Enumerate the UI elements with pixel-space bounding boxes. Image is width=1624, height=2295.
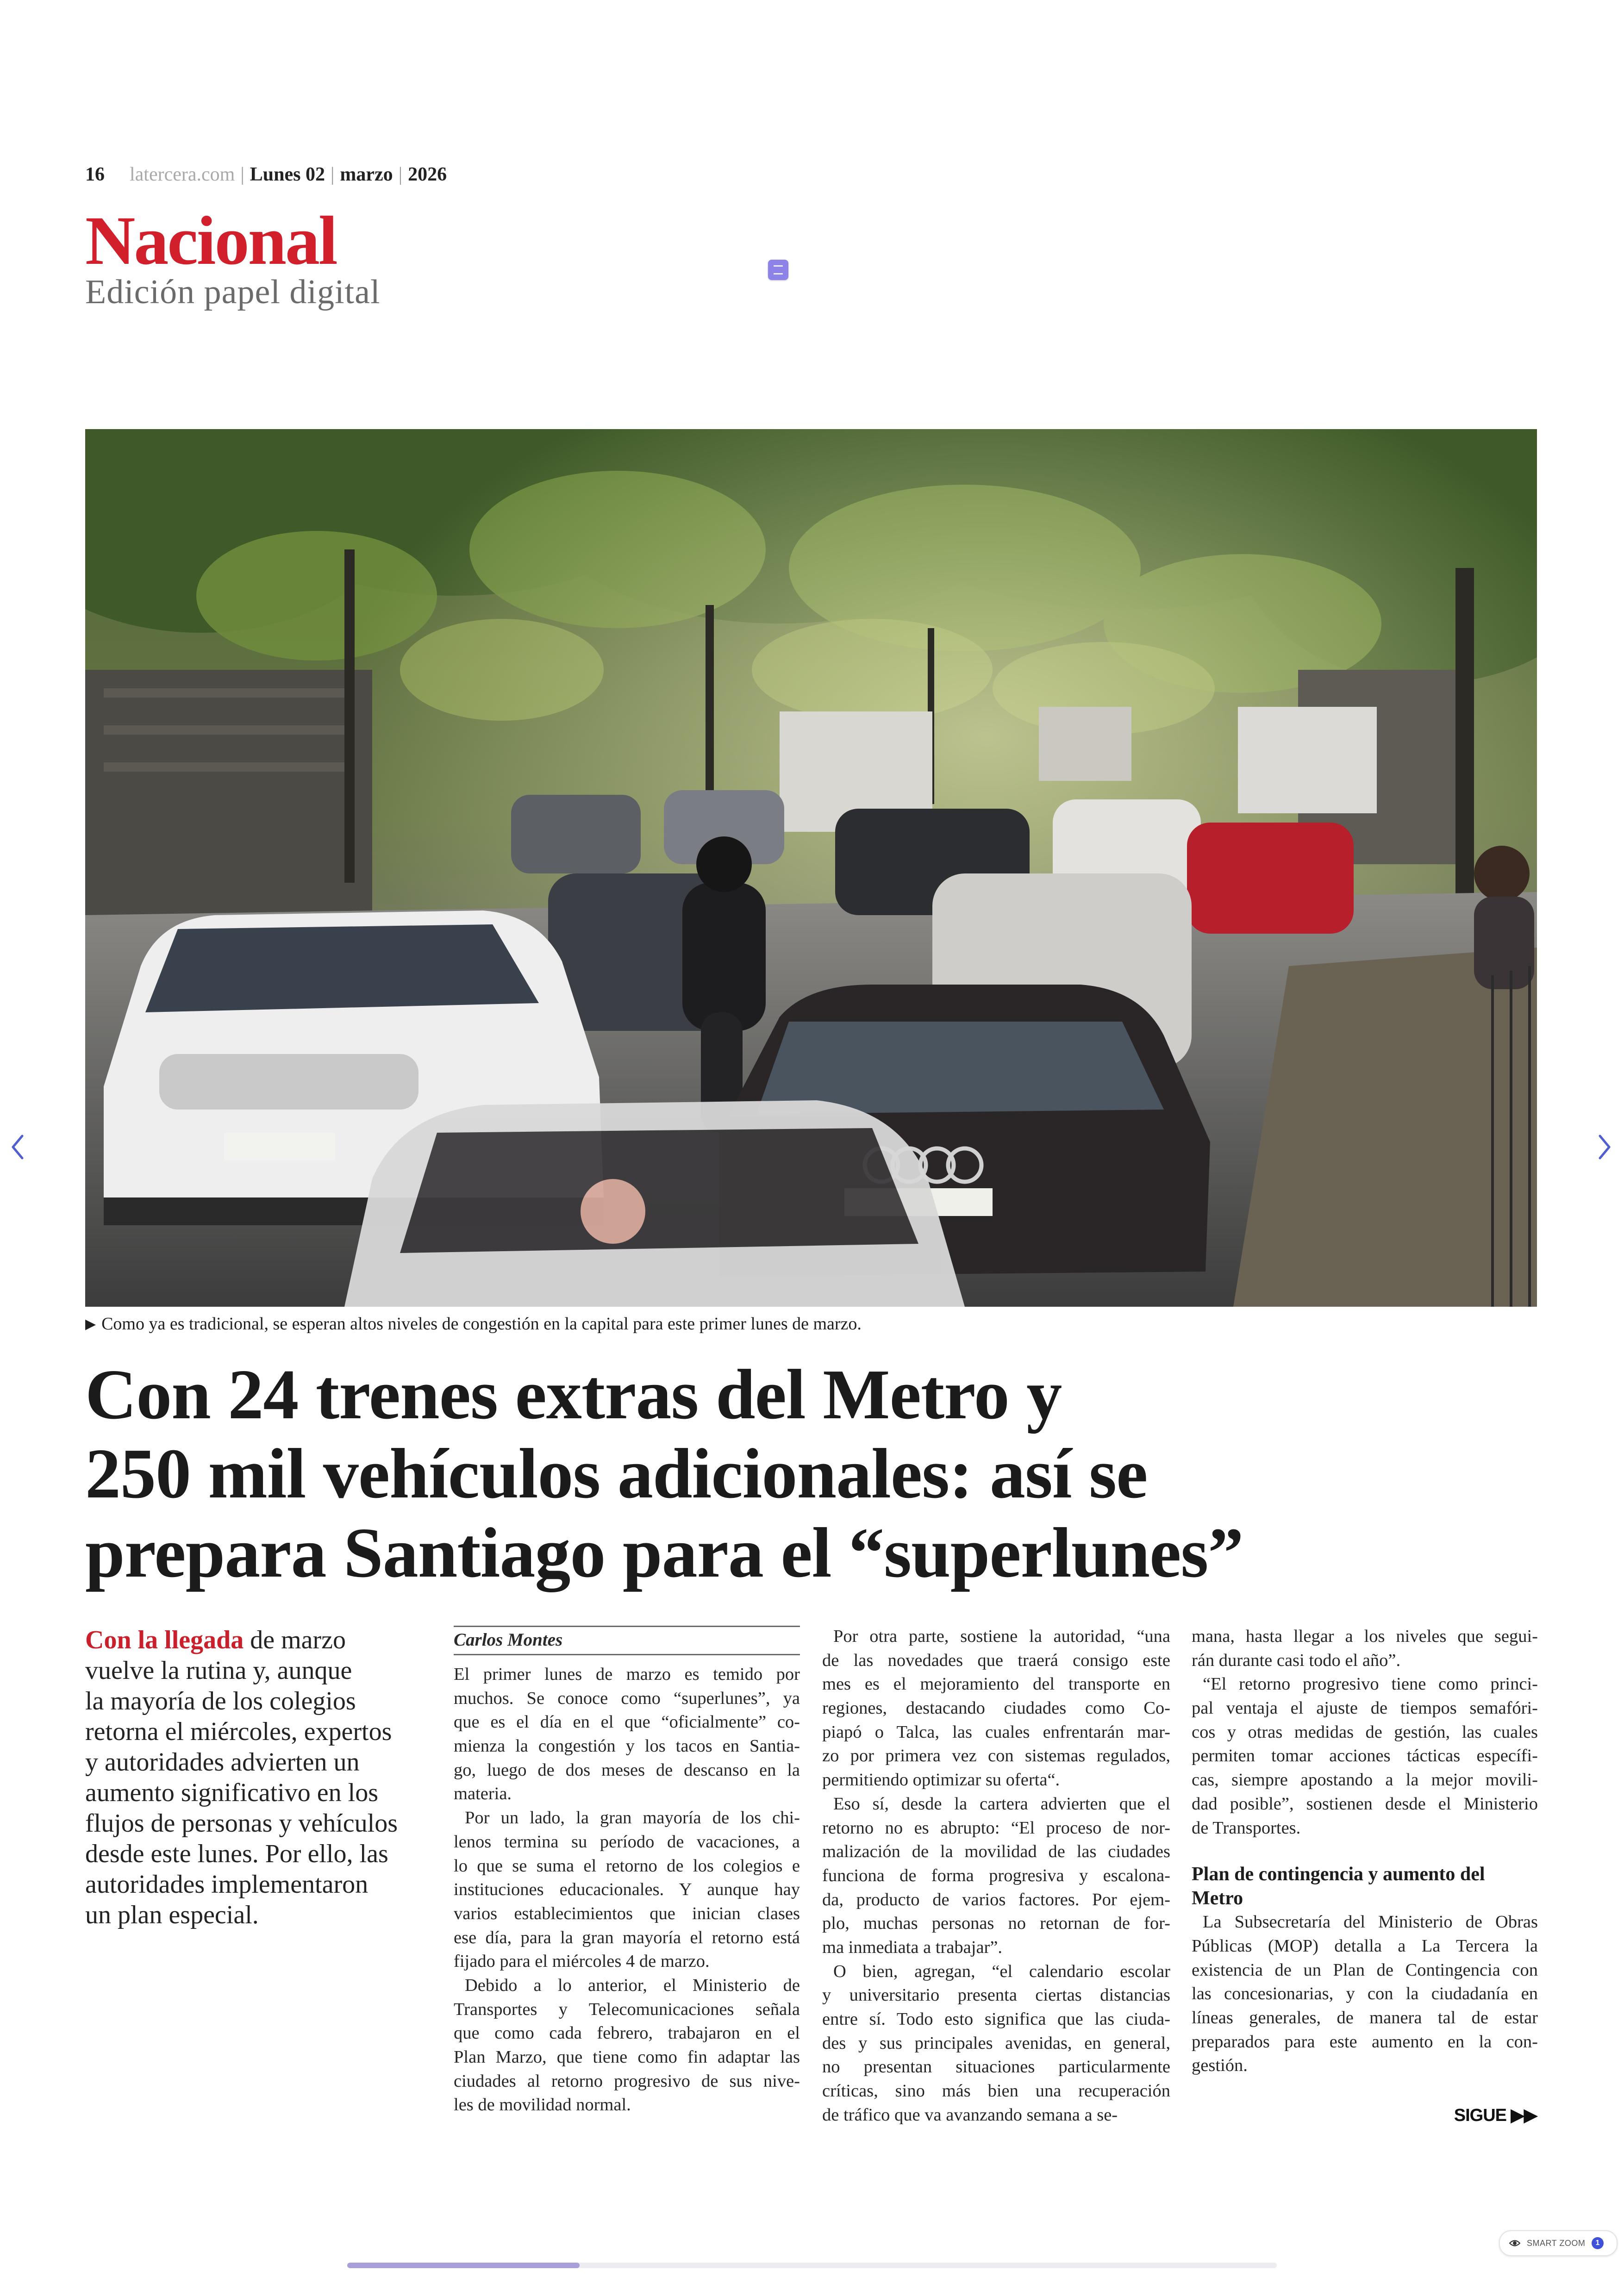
- text-line: líneas generales, de manera tal de estar: [1192, 2008, 1538, 2027]
- lead-column: [85, 1625, 432, 1930]
- folio-separator: |: [240, 164, 244, 185]
- text-line: regiones, destacando ciudades como Co-: [822, 1698, 1170, 1718]
- text-line: de Transportes.: [1192, 1818, 1301, 1838]
- subhead-line: Plan de contingencia y aumento del: [1192, 1864, 1485, 1885]
- text-line: lo que se suma el retorno de los colegios e: [454, 1856, 800, 1876]
- reading-progress-bar[interactable]: [347, 2263, 1277, 2268]
- text-line: El primer lunes de marzo es temido por: [454, 1665, 800, 1684]
- text-line: da, producto de varios factores. Por ejem-: [822, 1890, 1170, 1909]
- lead-line: flujos de personas y vehículos: [85, 1809, 398, 1838]
- folio-line: [85, 160, 641, 189]
- text-line: ciudades al retorno progresivo de sus nive-: [454, 2071, 800, 2091]
- text-line: O bien, agregan, “el calendario escolar: [833, 1961, 1170, 1981]
- lead-line: y autoridades advierten un: [85, 1748, 360, 1777]
- folio-day: Lunes 02: [250, 164, 325, 185]
- text-line: que como cada febrero, trabajaron en el: [454, 2023, 800, 2043]
- lead-line: retorna el miércoles, expertos: [85, 1717, 392, 1746]
- text-line: lenos termina su período de vacaciones, a: [454, 1832, 800, 1852]
- text-line: cos y otras medidas de gestión, las cuales: [1192, 1722, 1538, 1742]
- text-line: permiten tomar acciones tácticas específi-: [1192, 1746, 1538, 1766]
- smart-zoom-button[interactable]: [1499, 2230, 1618, 2256]
- text-line: plo, muchas personas no retornan de for-: [822, 1914, 1170, 1933]
- headline-line: 250 mil vehículos adicionales: así se: [85, 1434, 1148, 1513]
- text-line: cas, siempre apostando a la mejor movili-: [1192, 1770, 1538, 1790]
- section-title: Nacional: [85, 202, 337, 279]
- subhead: [1192, 1862, 1538, 1910]
- lead-line: autoridades implementaron: [85, 1870, 369, 1899]
- smart-zoom-badge: 1: [1592, 2237, 1604, 2249]
- text-line: existencia de un Plan de Contingencia con: [1192, 1960, 1538, 1980]
- lead-first-rest: de marzo: [244, 1626, 346, 1654]
- text-line: Transportes y Telecomunicaciones señala: [454, 1999, 800, 2019]
- body-column-2: [822, 1625, 1170, 2127]
- lead-line: [85, 1625, 432, 1655]
- progress-fill: [347, 2263, 580, 2268]
- caption-text: Como ya es tradicional, se esperan altos niveles de congestión en la capital para este primer lunes de marzo.: [101, 1314, 862, 1334]
- text-line: La Subsecretaría del Ministerio de Obras: [1203, 1912, 1538, 1932]
- eye-icon: [1509, 2238, 1520, 2248]
- text-line: go, luego de dos meses de descanso en la: [454, 1760, 800, 1780]
- text-line: permitiendo optimizar su oferta“.: [822, 1770, 1060, 1790]
- text-line: muchos. Se conoce como “superlunes”, ya: [454, 1688, 800, 1708]
- traffic-photo: [85, 429, 1537, 1307]
- column-text: [1192, 1910, 1538, 2078]
- section-subtitle: Edición papel digital: [85, 273, 381, 311]
- column-text: [454, 1663, 800, 2117]
- text-line: Por un lado, la gran mayoría de los chi-: [465, 1808, 800, 1828]
- headline-line: prepara Santiago para el “superlunes”: [85, 1514, 1243, 1592]
- photo-caption: [85, 1311, 1537, 1337]
- lead-line: vuelve la rutina y, aunque: [85, 1656, 352, 1685]
- text-line: varios establecimientos que inician clases: [454, 1903, 800, 1923]
- text-line: que es el día en el que “oficialmente” co-: [454, 1712, 800, 1732]
- lead-highlight: Con la llegada: [85, 1626, 244, 1654]
- lead-line: la mayoría de los colegios: [85, 1687, 356, 1715]
- text-line: des y sus principales avenidas, en general,: [822, 2033, 1170, 2053]
- headline-line: Con 24 trenes extras del Metro y: [85, 1355, 1062, 1434]
- text-line: fijado para el miércoles 4 de marzo.: [454, 1952, 710, 1971]
- text-line: ma inmediata a trabajar”.: [822, 1937, 1003, 1957]
- folio-month: marzo: [340, 164, 393, 185]
- body-column-1: [454, 1625, 800, 2117]
- text-line: “El retorno progresivo tiene como princi-: [1203, 1674, 1538, 1694]
- next-page-button[interactable]: [1593, 1129, 1616, 1166]
- smart-zoom-label: SMART ZOOM: [1527, 2239, 1586, 2248]
- text-line: rán durante casi todo el año”.: [1192, 1650, 1401, 1670]
- column-text: [1192, 1625, 1538, 1840]
- folio-separator: |: [330, 164, 335, 185]
- text-line: gestión.: [1192, 2056, 1248, 2076]
- text-line: mes es el mejoramiento del transporte en: [822, 1674, 1170, 1694]
- text-line: malización de la movilidad de las ciudades: [822, 1842, 1170, 1862]
- page-number: 16: [85, 164, 105, 185]
- column-text: [822, 1625, 1170, 2127]
- folio-year: 2026: [408, 164, 447, 185]
- text-line: piapó o Talca, las cuales enfrentarán mar-: [822, 1722, 1170, 1742]
- continues-marker[interactable]: SIGUE ▶▶: [1454, 2106, 1537, 2125]
- text-line: retorno no es abrupto: “El proceso de nor-: [822, 1818, 1170, 1838]
- text-line: Por otra parte, sostiene la autoridad, “una: [833, 1627, 1170, 1646]
- subhead-line: Metro: [1192, 1888, 1243, 1909]
- byline: Carlos Montes: [454, 1626, 800, 1655]
- site-name: latercera.com: [130, 164, 235, 185]
- text-line: de tráfico que va avanzando semana a se-: [822, 2105, 1118, 2125]
- folio-separator: |: [398, 164, 403, 185]
- text-line: materia.: [454, 1784, 512, 1804]
- lead-line: aumento significativo en los: [85, 1778, 378, 1807]
- article-headline: [85, 1355, 1539, 1596]
- square-menu-icon[interactable]: [768, 260, 788, 280]
- text-line: de las novedades que traerá consigo este: [822, 1650, 1170, 1670]
- body-column-3: [1192, 1625, 1538, 2078]
- text-line: ese día, para la gran mayoría el retorno está: [454, 1927, 800, 1947]
- lead-line: desde este lunes. Por ello, las: [85, 1840, 388, 1868]
- text-line: mienza la congestión y los tacos en Santia-: [454, 1736, 800, 1756]
- text-line: Públicas (MOP) detalla a La Tercera la: [1192, 1936, 1538, 1956]
- chevron-left-icon: [6, 1129, 30, 1166]
- text-line: Debido a lo anterior, el Ministerio de: [465, 1975, 800, 1995]
- caption-triangle-icon: ▶: [85, 1316, 96, 1332]
- text-line: críticas, sino más bien una recuperación: [822, 2081, 1170, 2101]
- text-line: mana, hasta llegar a los niveles que segui-: [1192, 1627, 1538, 1646]
- text-line: Eso sí, desde la cartera advierten que el: [833, 1794, 1170, 1814]
- byline-gap: [454, 1655, 800, 1663]
- text-line: preparados para este aumento en la con-: [1192, 2032, 1538, 2052]
- text-line: instituciones educacionales. Y aunque hay: [454, 1880, 800, 1900]
- text-line: zo por primera vez con sistemas regulados,: [822, 1746, 1170, 1766]
- text-line: y universitario presenta ciertas distancias: [822, 1985, 1170, 2005]
- lead-lines: [85, 1655, 432, 1930]
- text-line: dad posible”, sostienen desde el Ministerio: [1192, 1794, 1538, 1814]
- lead-line: un plan especial.: [85, 1901, 259, 1929]
- text-line: Plan Marzo, que tiene como fin adaptar las: [454, 2047, 800, 2067]
- chevron-right-icon: [1593, 1129, 1616, 1166]
- text-line: pal ventaja el ajuste de tiempos semafóri-: [1192, 1698, 1538, 1718]
- text-line: no presentan situaciones particularmente: [822, 2057, 1170, 2077]
- text-line: funciona de forma progresiva y escalona-: [822, 1865, 1170, 1885]
- text-line: las concesionarias, y con la ciudadanía en: [1192, 1984, 1538, 2004]
- text-line: les de movilidad normal.: [454, 2095, 631, 2115]
- text-line: entre sí. Todo esto significa que las ciuda-: [822, 2009, 1170, 2029]
- previous-page-button[interactable]: [6, 1129, 30, 1166]
